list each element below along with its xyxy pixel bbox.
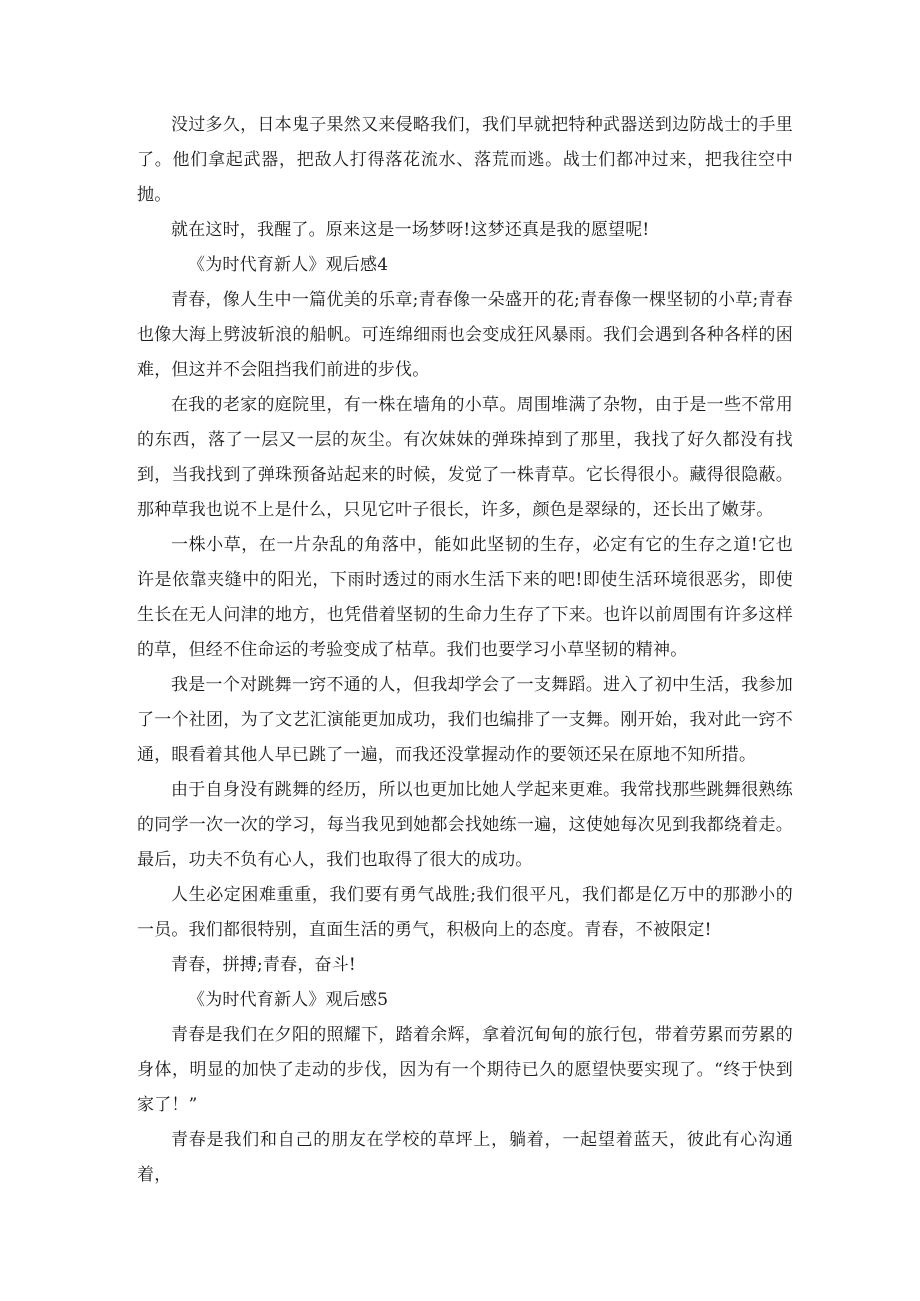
paragraph: 人生必定困难重重，我们要有勇气战胜;我们很平凡，我们都是亿万中的那渺小的一员。我们都很特别，直面生活的勇气，积极向上的态度。青春，不被限定! (137, 885, 793, 940)
paragraph: 青春，拼搏;青春，奋斗! (171, 955, 356, 975)
paragraph: 青春，像人生中一篇优美的乐章;青春像一朵盛开的花;青春像一棵坚韧的小草;青春也像大海上劈波斩浪的船帆。可连绵细雨也会变成狂风暴雨。我们会遇到各种各样的困难，但这并不会阻挡我们前进的步伐。 (137, 290, 793, 380)
paragraph: 青春是我们和自己的朋友在学校的草坪上，躺着，一起望着蓝天，彼此有心沟通着， (137, 1130, 793, 1185)
paragraph: 一株小草，在一片杂乱的角落中，能如此坚韧的生存，必定有它的生存之道!它也许是依靠夹缝中的阳光，下雨时透过的雨水生活下来的吧!即使生活环境很恶劣，即使生长在无人问津的地方，也凭借着坚韧的生命力生存了下来。也许以前周围有许多这样的草，但经不住命运的考验变成了枯草。我们也要学习小草坚韧的精神。 (137, 535, 793, 660)
paragraph: 在我的老家的庭院里，有一株在墙角的小草。周围堆满了杂物，由于是一些不常用的东西，落了一层又一层的灰尘。有次妹妹的弹珠掉到了那里，我找了好久都没有找到，当我找到了弹珠预备站起来的时候，发觉了一株青草。它长得很小。藏得很隐蔽。那种草我也说不上是什么，只见它叶子很长，许多，颜色是翠绿的，还长出了嫩芽。 (137, 395, 793, 520)
document-body (137, 108, 793, 1193)
paragraph: 我是一个对跳舞一窍不通的人，但我却学会了一支舞蹈。进入了初中生活，我参加了一个社团，为了文艺汇演能更加成功，我们也编排了一支舞。刚开始，我对此一窍不通，眼看着其他人早已跳了一遍，而我还没掌握动作的要领还呆在原地不知所措。 (137, 675, 793, 765)
section-heading: 《为时代育新人》观后感5 (188, 990, 389, 1010)
paragraph: 青春是我们在夕阳的照耀下，踏着余辉，拿着沉甸甸的旅行包，带着劳累而劳累的身体，明显的加快了走动的步伐，因为有一个期待已久的愿望快要实现了。“终于快到家了！” (137, 1025, 793, 1115)
paragraph: 就在这时，我醒了。原来这是一场梦呀!这梦还真是我的愿望呢! (171, 220, 650, 240)
paragraph: 没过多久，日本鬼子果然又来侵略我们，我们早就把特种武器送到边防战士的手里了。他们拿起武器，把敌人打得落花流水、落荒而逃。战士们都冲过来，把我往空中抛。 (137, 115, 793, 205)
paragraph: 由于自身没有跳舞的经历，所以也更加比她人学起来更难。我常找那些跳舞很熟练的同学一次一次的学习，每当我见到她都会找她练一遍，这使她每次见到我都绕着走。最后，功夫不负有心人，我们也取得了很大的成功。 (137, 780, 793, 870)
section-heading: 《为时代育新人》观后感4 (188, 255, 389, 275)
